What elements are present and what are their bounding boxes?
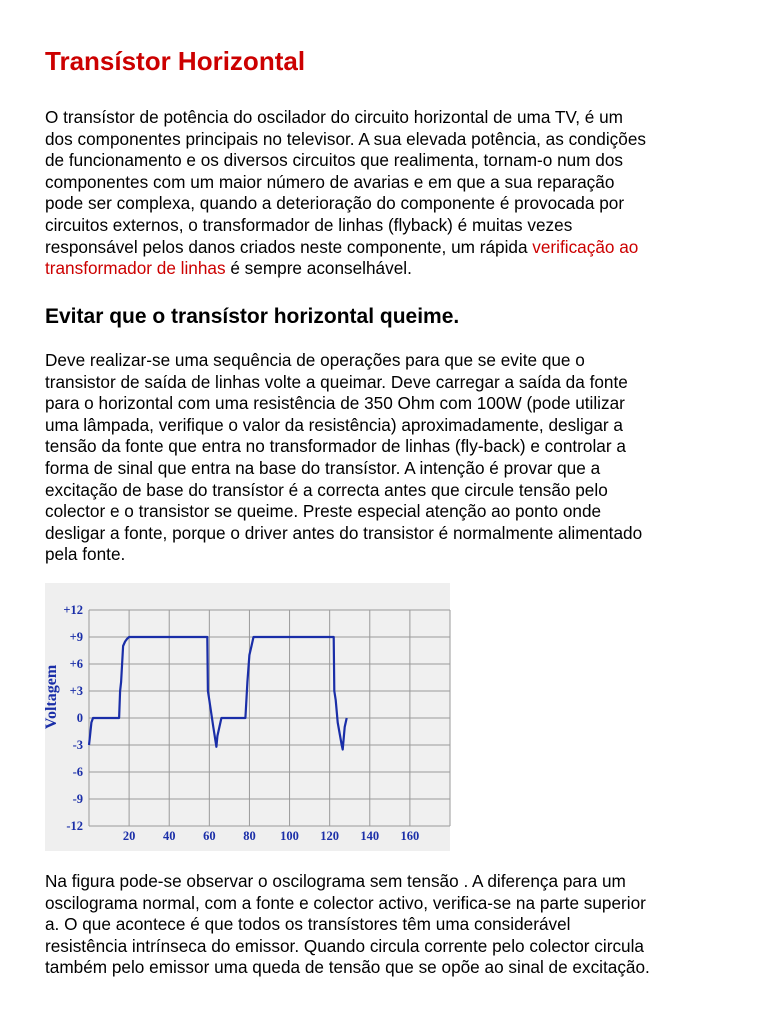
text-line: dos componentes principais no televisor. A sua elevada potência, as condições	[45, 128, 646, 149]
x-tick-label: 60	[203, 829, 216, 843]
text-line: oscilograma normal, com a fonte e colector activo, verifica-se na parte superior	[45, 892, 646, 913]
flyback-check-link-part1[interactable]: verificação ao	[532, 236, 639, 257]
x-tick-label: 40	[162, 829, 176, 843]
x-tick-label: 140	[360, 829, 380, 843]
oscillogram-svg	[45, 583, 450, 851]
text-line: Deve realizar-se uma sequência de operações para que se evite que o	[45, 350, 585, 370]
text-line: colector e o transistor se queime. Preste especial atenção ao ponto onde	[45, 501, 602, 522]
text-line: desligar a fonte, porque o driver antes do transistor é normalmente alimentado	[45, 522, 643, 543]
x-tick-label: 160	[400, 829, 420, 843]
y-tick-label: 0	[76, 711, 83, 725]
text-line: também pelo emissor uma queda de tensão que se opõe ao sinal de excitação.	[45, 957, 650, 978]
text-line: tensão da fonte que entra no transformador de linhas (fly-back) e controlar a	[45, 436, 626, 457]
text-line: componentes com um maior número de avarias e em que a sua reparação	[45, 171, 615, 192]
page-title: Transístor Horizontal	[45, 46, 306, 76]
chart-grid	[89, 610, 450, 826]
text-segment: responsável pelos danos criados neste componente, um rápida	[45, 236, 533, 257]
section-heading: Evitar que o transístor horizontal queime.	[45, 305, 460, 328]
y-tick-label: -3	[72, 738, 83, 752]
text-line: a. O que acontece é que todos os transístores têm uma considerável	[45, 914, 571, 935]
explanation-paragraph	[45, 871, 735, 979]
intro-paragraph	[45, 107, 735, 280]
x-tick-label: 20	[122, 829, 136, 843]
y-tick-label: +12	[63, 603, 83, 617]
x-tick-label: 120	[320, 829, 340, 843]
text-line: excitação de base do transístor é a correcta antes que circule tensão pelo	[45, 479, 608, 500]
y-tick-label: +9	[69, 630, 83, 644]
text-line	[45, 258, 735, 280]
x-tick-label: 100	[280, 829, 299, 843]
text-line: pode ser complexa, quando a deterioração do componente é provocada por	[45, 193, 625, 214]
y-tick-label: -6	[72, 765, 83, 779]
text-line: Na figura pode-se observar o oscilograma sem tensão . A diferença para um	[45, 871, 626, 891]
text-line: de funcionamento e os diversos circuitos que realimenta, tornam-o num dos	[45, 150, 623, 171]
flyback-check-link-part2[interactable]: transformador de linhas	[45, 258, 226, 279]
y-tick-labels	[63, 603, 83, 833]
text-line: pela fonte.	[45, 544, 126, 565]
x-tick-labels	[123, 829, 419, 843]
text-line: O transístor de potência do oscilador do circuito horizontal de uma TV, é um	[45, 107, 624, 127]
text-line: para o horizontal com uma resistência de 350 Ohm com 100W (pode utilizar	[45, 393, 625, 414]
text-line: circuitos externos, o transformador de linhas (flyback) é muitas vezes	[45, 214, 573, 235]
procedure-paragraph	[45, 350, 735, 566]
y-axis-label: Voltagem	[43, 664, 60, 730]
text-line: transistor de saída de linhas volte a queimar. Deve carregar a saída da fonte	[45, 371, 628, 392]
oscillogram-chart	[45, 583, 450, 851]
y-tick-label: +3	[69, 684, 83, 698]
text-line: forma de sinal que entra na base do transístor. A intenção é provar que a	[45, 457, 601, 478]
y-tick-label: +6	[69, 657, 83, 671]
y-tick-label: -12	[66, 819, 83, 833]
text-segment: é sempre aconselhável.	[225, 258, 412, 279]
x-tick-label: 80	[243, 829, 256, 843]
text-line	[45, 237, 735, 259]
y-tick-label: -9	[72, 792, 83, 806]
text-line: uma lâmpada, verifique o valor da resistência) aproximadamente, desligar a	[45, 414, 623, 435]
text-line: resistência intrínseca do emissor. Quando circula corrente pelo colector circula	[45, 935, 644, 956]
